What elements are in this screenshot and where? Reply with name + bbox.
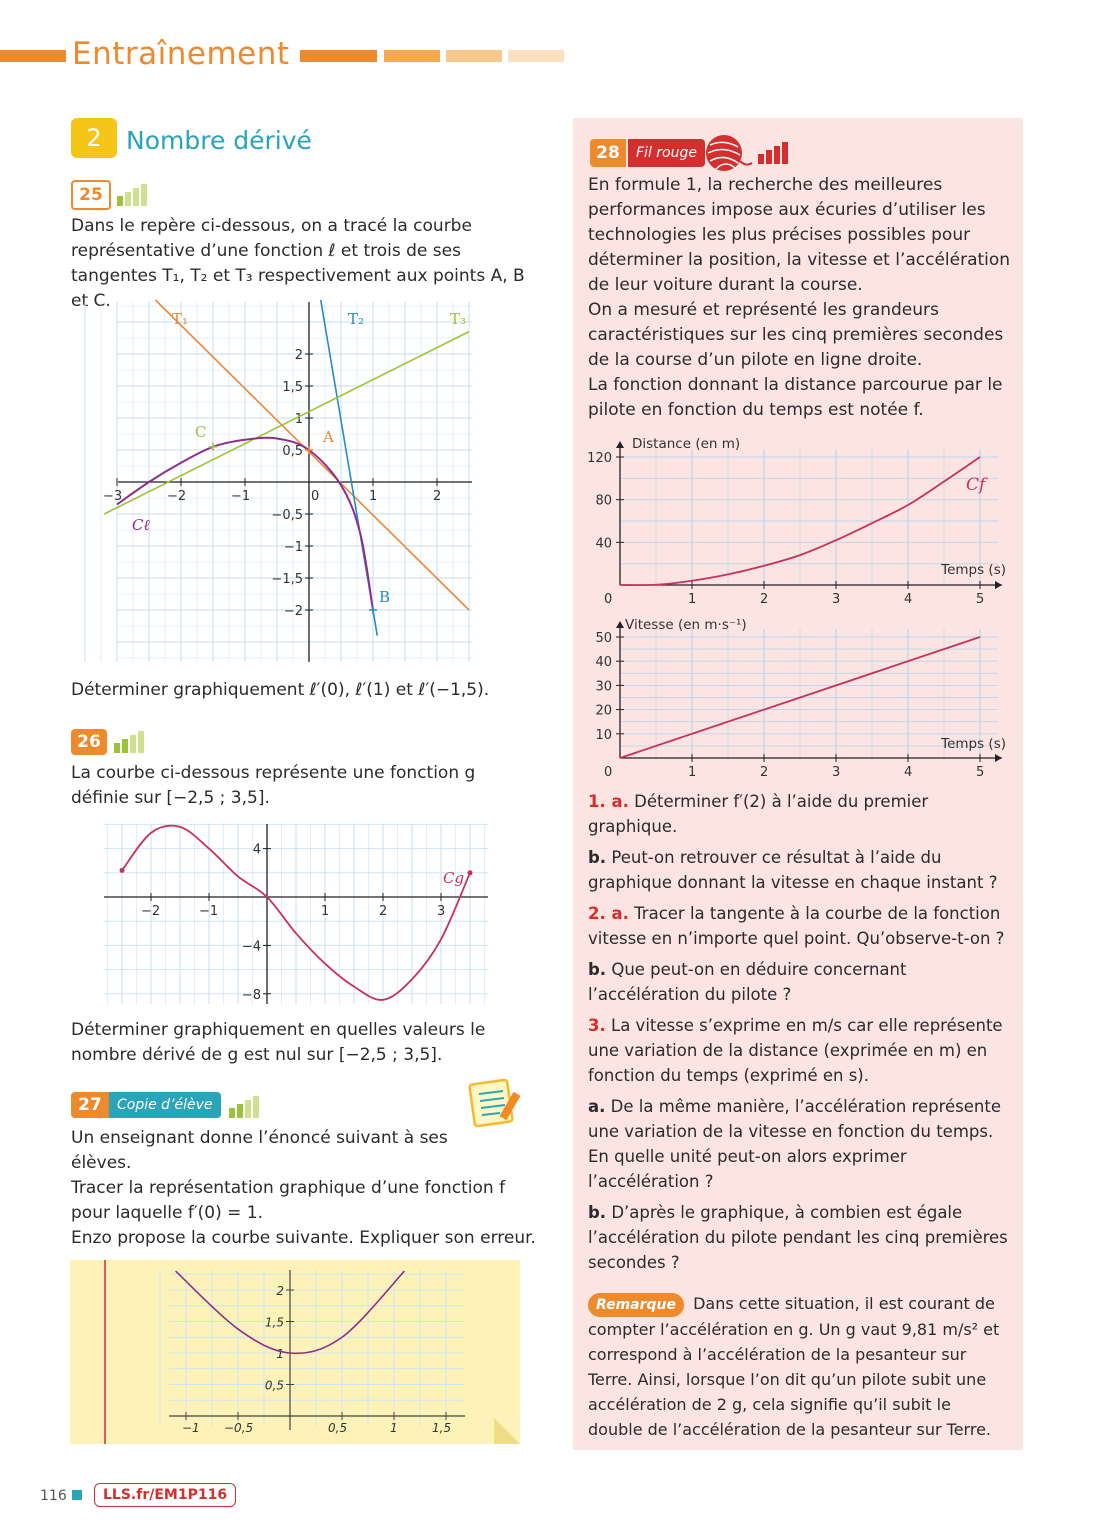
footer-square bbox=[72, 1490, 82, 1500]
x-tick-label: 2 bbox=[760, 592, 769, 607]
question-number: b. bbox=[588, 1203, 607, 1222]
exercise-number-badge: 26 bbox=[71, 729, 107, 755]
ex27-graph bbox=[165, 1266, 475, 1436]
x-axis-label: Temps (s) bbox=[941, 562, 1006, 578]
y-axis-label: Vitesse (en m·s⁻¹) bbox=[625, 617, 747, 633]
x-tick-label: 3 bbox=[832, 765, 841, 780]
question-text: Tracer la tangente à la courbe de la fonction vitesse en n’importe quel point. Qu’observe-t-on ? bbox=[588, 904, 1005, 948]
difficulty-icon bbox=[758, 142, 790, 164]
question-text: Déterminer f′(2) à l’aide du premier graphique. bbox=[588, 792, 929, 836]
ex25-graph bbox=[103, 296, 480, 666]
yarn-ball-icon bbox=[700, 133, 752, 173]
y-tick-label: 80 bbox=[595, 493, 612, 509]
x-tick-label: −3 bbox=[103, 489, 123, 504]
velocity-graph bbox=[585, 612, 1015, 784]
curve-label: Cf bbox=[966, 475, 986, 495]
ex26-question-line2: nombre dérivé de g est nul sur [−2,5 ; 3,5]. bbox=[71, 1045, 443, 1065]
point-label-C: C bbox=[195, 422, 207, 441]
header-bar-left bbox=[0, 50, 66, 62]
tangent-label-T3: T₃ bbox=[450, 310, 467, 328]
y-tick-label: 1,5 bbox=[282, 380, 303, 395]
endpoint bbox=[468, 870, 473, 875]
ex28-p3-line: La fonction donnant la distance parcourue par le bbox=[588, 375, 1003, 395]
x-tick-label: 0 bbox=[604, 592, 613, 607]
y-tick-label: −8 bbox=[241, 987, 261, 1003]
x-tick-label: 5 bbox=[976, 765, 985, 780]
point-label-B: B bbox=[379, 588, 391, 606]
x-tick-label: −1 bbox=[182, 1421, 200, 1435]
exercise-number-badge: 28 bbox=[590, 139, 626, 167]
x-tick-label: 1 bbox=[369, 489, 378, 504]
y-tick-label: 1 bbox=[294, 412, 303, 427]
question-text: D’après le graphique, à combien est égale l’accélération du pilote pendant les cinq premières secondes ? bbox=[588, 1203, 1008, 1272]
y-tick-label: 4 bbox=[252, 842, 261, 858]
y-tick-label: 0,5 bbox=[282, 444, 303, 459]
x-tick-label: 1 bbox=[688, 592, 697, 607]
difficulty-icon bbox=[114, 731, 146, 753]
curve-label: Cg bbox=[443, 869, 465, 887]
y-tick-label: 1,5 bbox=[264, 1315, 284, 1330]
x-tick-label: 4 bbox=[904, 765, 913, 780]
question-text: Peut-on retrouver ce résultat à l’aide du graphique donnant la vitesse en chaque instant ? bbox=[588, 848, 998, 892]
ex28-questions bbox=[588, 789, 1012, 1281]
x-tick-label: 1 bbox=[390, 1421, 398, 1435]
ex28-p1-line: technologies les plus précises possibles pour bbox=[588, 225, 971, 245]
x-tick-label: 3 bbox=[832, 592, 841, 607]
question bbox=[588, 789, 1012, 839]
ex27-line3: Tracer la représentation graphique d’une fonction f bbox=[71, 1178, 506, 1198]
ex28-p2-line: caractéristiques sur les cinq premières secondes bbox=[588, 325, 1004, 345]
ex28-p1-line: En formule 1, la recherche des meilleures bbox=[588, 175, 943, 195]
ex28-p2-line: On a mesuré et représenté les grandeurs bbox=[588, 300, 939, 320]
y-axis-arrow bbox=[616, 621, 624, 628]
remark-text: Dans cette situation, il est courant de compter l’accélération en g. Un g vaut 9,81 m/s² et correspond à l’accélération de la pesanteur sur Terre. Ainsi, lorsque l’on dit qu’un pilote subit une accélération de 2 g, cela signifie qu’il subit le double de l’accélération de la pesanteur sur Terre. bbox=[588, 1294, 1000, 1439]
ex27-line2: élèves. bbox=[71, 1153, 132, 1173]
y-tick-label: −1,5 bbox=[271, 572, 303, 587]
header-bar-segment bbox=[446, 50, 502, 62]
x-tick-label: −1 bbox=[231, 489, 251, 504]
x-tick-label: −2 bbox=[167, 489, 187, 504]
note-folded-corner bbox=[494, 1418, 520, 1444]
y-tick-label: 20 bbox=[595, 703, 612, 719]
tangent-T1 bbox=[155, 300, 469, 610]
question bbox=[588, 1013, 1012, 1088]
y-axis-label: Distance (en m) bbox=[632, 436, 741, 452]
exercise-number-badge: 27 bbox=[71, 1092, 109, 1118]
difficulty-icon bbox=[117, 184, 149, 206]
x-tick-label: 1 bbox=[321, 904, 330, 919]
question bbox=[588, 957, 1012, 1007]
x-tick-label: 2 bbox=[433, 489, 442, 504]
y-tick-label: 10 bbox=[595, 727, 612, 743]
ex28-paragraph-1 bbox=[588, 173, 1018, 423]
y-tick-label: 120 bbox=[587, 451, 612, 466]
x-axis-arrow bbox=[995, 581, 1002, 589]
y-tick-label: 50 bbox=[595, 631, 612, 646]
ex26-text-line2: définie sur [−2,5 ; 3,5]. bbox=[71, 788, 270, 808]
question-text: Que peut-on en déduire concernant l’accélération du pilote ? bbox=[588, 960, 907, 1004]
question-number: b. bbox=[588, 960, 607, 979]
section-number-badge: 2 bbox=[71, 118, 117, 158]
note-margin-line bbox=[104, 1260, 106, 1444]
y-tick-label: 40 bbox=[595, 655, 612, 671]
notepad-pencil-icon bbox=[470, 1076, 522, 1128]
ex25-question: Déterminer graphiquement ℓ′(0), ℓ′(1) et ℓ′(−1,5). bbox=[71, 680, 490, 700]
y-axis-arrow bbox=[616, 441, 624, 448]
exercise-number-badge: 25 bbox=[71, 180, 111, 210]
question bbox=[588, 901, 1012, 951]
curve-label: Cℓ bbox=[132, 516, 150, 534]
ex28-p1-line: performances impose aux écuries d’utiliser les bbox=[588, 200, 986, 220]
question bbox=[588, 1200, 1012, 1275]
x-axis-label: Temps (s) bbox=[941, 736, 1006, 752]
y-tick-label: −1 bbox=[283, 540, 303, 555]
header-bar-segment bbox=[300, 50, 377, 62]
x-axis-arrow bbox=[995, 754, 1002, 762]
copie-eleve-tag: Copie d’élève bbox=[109, 1092, 221, 1118]
y-tick-label: −4 bbox=[241, 939, 261, 955]
tangent-label-T1: T₁ bbox=[172, 310, 189, 328]
header-bar-segment bbox=[384, 50, 440, 62]
ex27-line5: Enzo propose la courbe suivante. Expliquer son erreur. bbox=[71, 1228, 536, 1248]
x-tick-label: 1,5 bbox=[432, 1421, 452, 1435]
x-tick-label: 4 bbox=[904, 592, 913, 607]
difficulty-icon bbox=[229, 1096, 261, 1118]
y-tick-label: −2 bbox=[283, 604, 303, 619]
ex28-p1-line: de leur voiture durant la course. bbox=[588, 275, 863, 295]
y-tick-label: 40 bbox=[595, 536, 612, 552]
x-tick-label: 0 bbox=[604, 765, 613, 780]
question-text: La vitesse s’exprime en m/s car elle représente une variation de la distance (exprimée en m) en fonction du temps (exprimé en s). bbox=[588, 1016, 1003, 1085]
y-tick-label: 2 bbox=[294, 348, 303, 363]
ex26-question-line1: Déterminer graphiquement en quelles valeurs le bbox=[71, 1020, 486, 1040]
endpoint bbox=[120, 868, 125, 873]
ex26-graph bbox=[100, 820, 492, 1010]
ex27-line1: Un enseignant donne l’énoncé suivant à ses bbox=[71, 1128, 448, 1148]
remark bbox=[588, 1291, 1008, 1442]
question-number: 1. a. bbox=[588, 792, 629, 811]
ex28-p2-line: de la course d’un pilote en ligne droite. bbox=[588, 350, 923, 370]
point-label-A: A bbox=[323, 428, 334, 446]
question bbox=[588, 845, 1012, 895]
question bbox=[588, 1094, 1012, 1194]
x-tick-label: −1 bbox=[199, 904, 219, 919]
ex25-text: Dans le repère ci-dessous, on a tracé la courbe représentative d’une fonction ℓ et trois de ses tangentes T₁, T₂ et T₃ respectivement aux points A, B et C. bbox=[71, 216, 525, 311]
x-tick-label: 1 bbox=[688, 765, 697, 780]
point-B bbox=[369, 606, 377, 614]
page-number: 116 bbox=[40, 1488, 67, 1504]
ex28-p1-line: déterminer la position, la vitesse et l’accélération bbox=[588, 250, 1011, 270]
question-number: a. bbox=[588, 1097, 606, 1116]
question-number: 3. bbox=[588, 1016, 606, 1035]
x-tick-label: 0 bbox=[311, 489, 320, 504]
header-title: Entraînement bbox=[72, 36, 290, 72]
x-tick-label: −2 bbox=[141, 904, 161, 919]
fil-rouge-tag: Fil rouge bbox=[628, 139, 705, 167]
y-tick-label: 0,5 bbox=[264, 1378, 284, 1393]
y-tick-label: 30 bbox=[595, 679, 612, 695]
y-tick-label: 2 bbox=[276, 1284, 284, 1298]
distance-graph bbox=[585, 430, 1015, 610]
header-bar-segment bbox=[508, 50, 564, 62]
footer-link[interactable]: LLS.fr/EM1P116 bbox=[94, 1483, 236, 1507]
ex27-line4: pour laquelle f′(0) = 1. bbox=[71, 1203, 264, 1223]
x-tick-label: 2 bbox=[760, 765, 769, 780]
tangent-T3 bbox=[104, 332, 469, 514]
x-tick-label: 5 bbox=[976, 592, 985, 607]
section-title: Nombre dérivé bbox=[126, 126, 312, 155]
x-tick-label: 3 bbox=[437, 904, 446, 919]
question-text: De la même manière, l’accélération représente une variation de la vitesse en fonction du temps. En quelle unité peut-on alors exprimer l’accélération ? bbox=[588, 1097, 1001, 1191]
remark-badge: Remarque bbox=[588, 1293, 684, 1317]
ex28-p3-line: pilote en fonction du temps est notée f. bbox=[588, 400, 924, 420]
x-tick-label: 2 bbox=[379, 904, 388, 919]
ex26-text-line1: La courbe ci-dessous représente une fonction g bbox=[71, 763, 476, 783]
y-tick-label: 1 bbox=[276, 1347, 284, 1361]
y-tick-label: −0,5 bbox=[271, 508, 303, 523]
x-tick-label: 0,5 bbox=[328, 1421, 348, 1435]
x-tick-label: −0,5 bbox=[224, 1421, 254, 1435]
question-number: b. bbox=[588, 848, 607, 867]
tangent-label-T2: T₂ bbox=[348, 310, 365, 328]
question-number: 2. a. bbox=[588, 904, 629, 923]
